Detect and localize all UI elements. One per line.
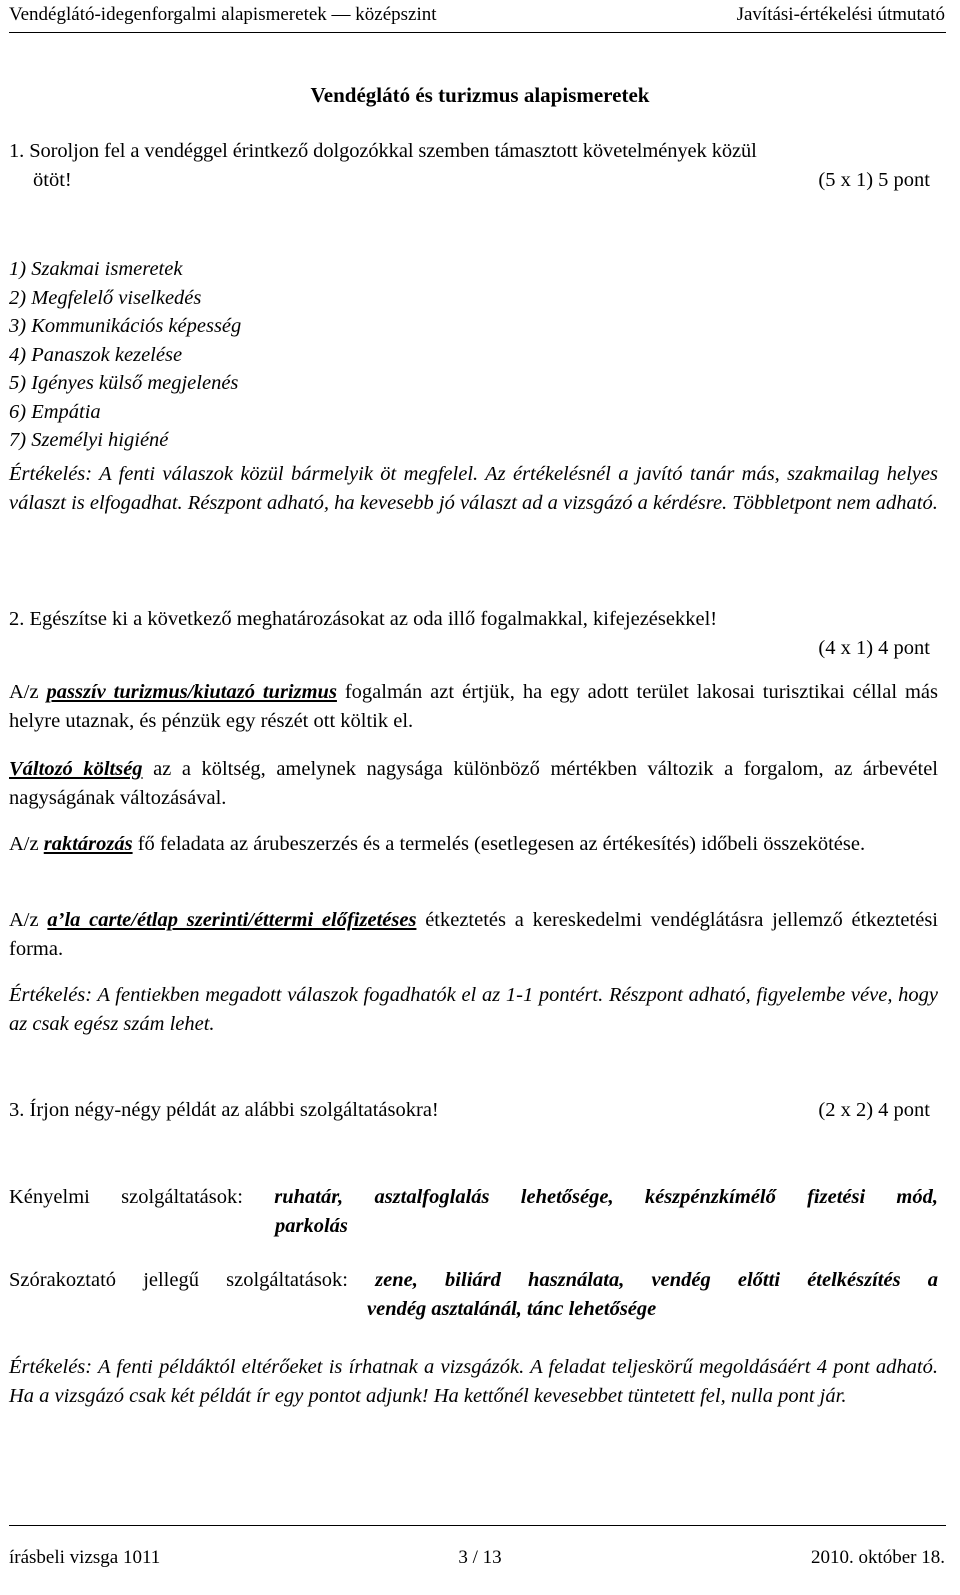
q3-comfort-line2: parkolás (275, 1215, 348, 1237)
q2-p1-rest: fogalmán azt értjük, ha egy adott terület lakosai turisztikai céllal más helyre utaznak, és pénzük egy részét ott költik el. (9, 681, 938, 732)
q3-comfort-line1 (9, 1183, 938, 1212)
q2-p3-rest: fő feladata az árubeszerzés és a termelés (esetlegesen az értékesítés) időbeli összekötése. (132, 833, 866, 855)
q3-entertainment-line1 (9, 1266, 938, 1295)
q1-points: (5 x 1) 5 pont (818, 169, 930, 191)
footer-page-number: 3 / 13 (458, 1547, 502, 1568)
footer-divider (9, 1525, 946, 1526)
q1-evaluation: Értékelés: A fenti válaszok közül bármelyik öt megfelel. Az értékelésnél a javító tanár más, szakmailag helyes választ is elfogadhat. Részpont adható, ha kevesebb jó választ ad a vizsgázó a kérdésre. Többletpont nem adható. (9, 463, 938, 514)
q2-evaluation: Értékelés: A fentiekben megadott válaszok fogadhatók el az 1-1 pontért. Részpont adható, figyelembe véve, hogy az csak egész szám lehet. (9, 984, 938, 1035)
header-divider (9, 32, 946, 33)
q1-text-line2: ötöt! (33, 169, 72, 191)
q3-text: 3. Írjon négy-négy példát az alábbi szolgáltatásokra! (9, 1099, 439, 1121)
q1-answer-1: 1) Szakmai ismeretek (9, 258, 183, 280)
q2-points: (4 x 1) 4 pont (818, 637, 930, 659)
q2-p2-rest: az a költség, amelynek nagysága különböző mértékben változik a forgalom, az árbevétel nagyságának változásával. (9, 758, 938, 809)
q1-answer-4: 4) Panaszok kezelése (9, 344, 183, 366)
q2-answer-1: passzív turizmus/kiutazó turizmus (46, 681, 337, 703)
q3-evaluation: Értékelés: A fenti példáktól eltérőeket is írhatnak a vizsgázók. A feladat teljeskörű megoldásáért 4 pont adható. Ha a vizsgázó csak két példát ír egy pontot adjunk! Ha kettőnél kevesebbet tüntetett fel, nulla pont jár. (9, 1356, 938, 1407)
q2-answer-2: Változó költség (9, 758, 143, 780)
q2-paragraph-1 (9, 678, 938, 735)
q2-p4-rest: étkeztetés a kereskedelmi vendéglátásra jellemző étkeztetési forma. (9, 909, 938, 960)
q1-answer-7: 7) Személyi higiéné (9, 429, 169, 451)
q3-entertainment-label: Szórakoztató jellegű szolgáltatások: (9, 1269, 376, 1291)
q2-text: 2. Egészítse ki a következő meghatározásokat az oda illő fogalmakkal, kifejezésekkel! (9, 608, 718, 630)
q1-answer-2: 2) Megfelelő viselkedés (9, 287, 202, 309)
q3-entertainment-answer: zene, biliárd használata, vendég előtti ételkészítés a (375, 1269, 938, 1291)
q1-answer-6: 6) Empátia (9, 401, 101, 423)
q2-answer-4: a’la carte/étlap szerinti/éttermi előfizetéses (47, 909, 417, 931)
q2-paragraph-2 (9, 755, 938, 812)
q3-comfort-answer: ruhatár, asztalfoglalás lehetősége, készpénzkímélő fizetési mód, (274, 1186, 939, 1208)
q3-entertainment-line2: vendég asztalánál, tánc lehetősége (367, 1298, 657, 1320)
q2-paragraph-4 (9, 906, 938, 963)
page-title: Vendéglátó és turizmus alapismeretek (310, 83, 650, 107)
q2-p1-prefix: A/z (9, 681, 47, 703)
q1-answer-5: 5) Igényes külső megjelenés (9, 372, 239, 394)
q2-paragraph-3 (9, 830, 938, 859)
footer-exam-code: írásbeli vizsga 1011 (9, 1547, 161, 1568)
q1-text-line1: 1. Soroljon fel a vendéggel érintkező dolgozókkal szemben támasztott követelmények közül (9, 140, 757, 162)
q3-points: (2 x 2) 4 pont (818, 1099, 930, 1121)
footer-date: 2010. október 18. (810, 1547, 945, 1568)
q1-answer-3: 3) Kommunikációs képesség (9, 315, 242, 337)
q3-comfort-label: Kényelmi szolgáltatások: (9, 1186, 275, 1208)
header-left: Vendéglátó-idegenforgalmi alapismeretek — középszint (9, 4, 437, 25)
header-right: Javítási-értékelési útmutató (736, 4, 945, 25)
q2-p3-prefix: A/z (9, 833, 44, 855)
q2-p4-prefix: A/z (9, 909, 48, 931)
q2-answer-3: raktározás (43, 833, 133, 855)
